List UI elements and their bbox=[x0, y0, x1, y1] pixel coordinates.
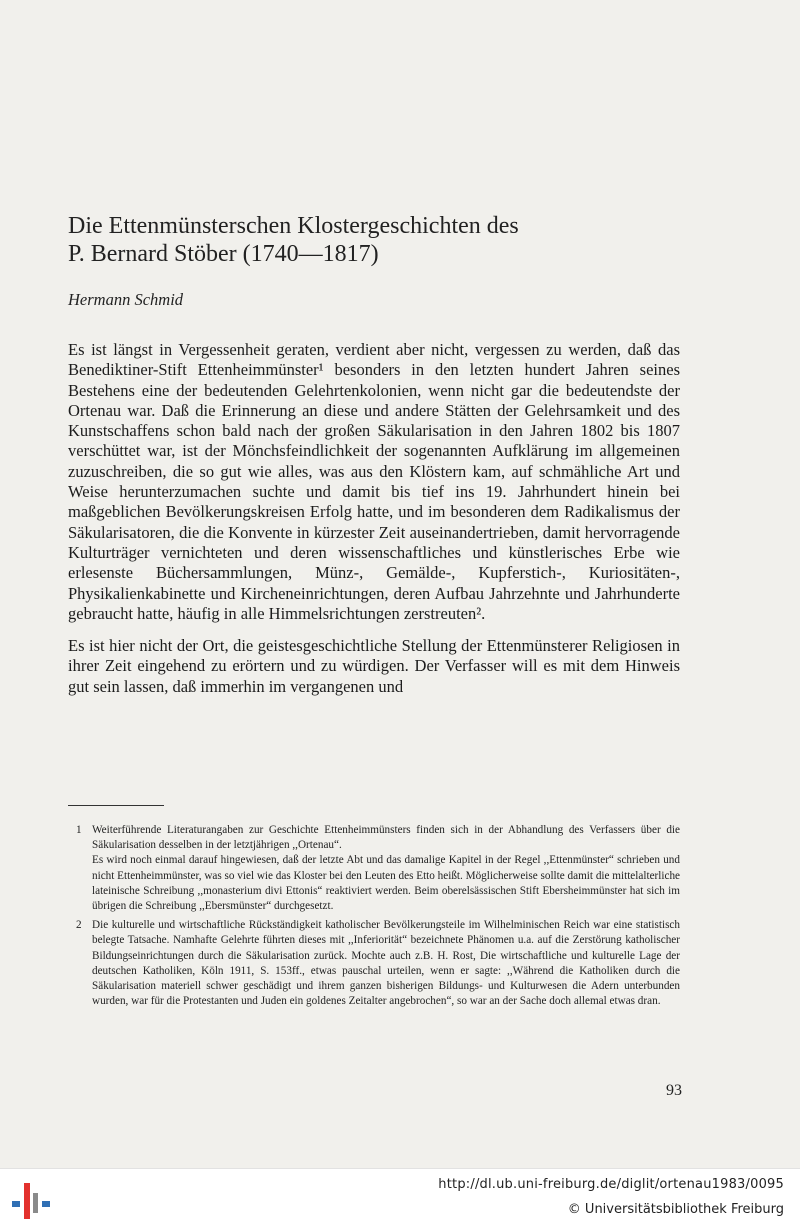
copyright-notice: © Universitätsbibliothek Freiburg bbox=[567, 1202, 784, 1217]
article-title-line-2: P. Bernard Stöber (1740—1817) bbox=[68, 241, 379, 267]
article-title-line-1: Die Ettenmünsterschen Klostergeschichten des bbox=[68, 213, 519, 239]
footnote-1 bbox=[76, 823, 680, 914]
footnote-number: 1 bbox=[76, 824, 82, 836]
body-text bbox=[68, 340, 680, 709]
footnote-2 bbox=[76, 918, 680, 1009]
footnote-paragraph: Weiterführende Literaturangaben zur Geschichte Ettenheimmünsters finden sich in der Abhandlung des Verfassers über die Säkularisation desselben in der letztjährigen ,,Ortenau“. bbox=[92, 824, 680, 852]
footnotes bbox=[76, 823, 680, 1013]
body-paragraph-1: Es ist längst in Vergessenheit geraten, verdient aber nicht, vergessen zu werden, daß das Benediktiner-Stift Ettenheimmünster¹ besonders in den letzten hundert Jahren seines Bestehens eine der bedeutenden Gelehrtenkolonien, wenn nicht gar die bedeutendste der Ortenau war. Daß die Erinnerung an diese und andere Stätten der Gelehrsamkeit und des Kunstschaffens schon bald nach der großen Säkularisation in den Jahren 1802 bis 1807 verschüttet war, ist der Mönchsfeindlichkeit der sogenannten Aufklärung im allgemeinen zuzuschreiben, die so gut wie alles, was aus den Klöstern kam, auf schmähliche Art und Weise herunterzumachen suchte und damit bis tief ins 19. Jahrhundert hinein bei maßgeblichen Bevölkerungskreisen Erfolg hatte, und im besonderen dem Radikalismus der Säkularisatoren, die die Konvente in kürzester Zeit auseinandertrieben, damit hervorragende Kulturträger vernichteten und deren wissenschaftliches und künstlerisches Erbe wie erlesenste Büchersammlungen, Münz-, Gemälde-, Kupferstich-, Kuriositäten-, Physikalienkabinette und Kircheneinrichtungen, deren Aufbau Jahrzehnte und Jahrhunderte gebraucht hatte, häufig in alle Himmelsrichtungen zerstreuten². bbox=[68, 340, 680, 623]
footnote-divider bbox=[68, 805, 164, 806]
article-title bbox=[68, 212, 708, 268]
footnote-body bbox=[92, 823, 680, 914]
footnote-paragraph: Es wird noch einmal darauf hingewiesen, daß der letzte Abt und das damalige Kapitel in der Regel ,,Ettenmünster“ schrieben und nicht Ettenheimmünster, was so viel wie das Kloster bei den Leuten des Etto heißt. Möglicherweise sollte damit die mittelalterliche lateinische Schreibung ,,monasterium divi Ettonis“ reaktiviert werden. Beim oberelsässischen Stift Ebersheimmünster hat sich im übrigen die Schreibung ,,Ebersmünster“ durchgesetzt. bbox=[92, 854, 680, 913]
viewer-footer bbox=[0, 1168, 800, 1227]
author-name: Hermann Schmid bbox=[68, 290, 184, 309]
body-paragraph-2: Es ist hier nicht der Ort, die geistesgeschichtliche Stellung der Ettenmünsterer Religiosen in ihrer Zeit eingehend zu erörtern und zu würdigen. Der Verfasser will es mit dem Hinweis gut sein lassen, daß immerhin im vergangenen und bbox=[68, 636, 680, 696]
footnote-paragraph: Die kulturelle und wirtschaftliche Rückständigkeit katholischer Bevölkerungsteile im Wilhelminischen Reich war eine statistisch belegte Tatsache. Namhafte Gelehrte führten dieses mit ,,Inferiorität“ bezeichnete Phänomen u.a. auf die Zerstörung katholischer Bildungseinrichtungen durch die Säkularisation zurück. Mochte auch z.B. H. Rost, Die wirtschaftliche und kulturelle Lage der deutschen Katholiken, Köln 1911, S. 153ff., etwas pauschal urteilen, wenn er sagte: ,,Während die Katholiken durch die Säkularisation materiell schwer geschädigt und ihrem ganzen bisherigen Bildungs- und Kulturwesen die Adern unterbunden wurden, war für die Protestanten und Juden ein goldenes Zeitalter angebrochen“, so war an der Sache doch allemal etwas dran. bbox=[92, 919, 680, 1008]
footnote-number: 2 bbox=[76, 919, 82, 932]
footnote-body bbox=[92, 918, 680, 1009]
page-number: 93 bbox=[666, 1082, 682, 1099]
document-url[interactable]: http://dl.ub.uni-freiburg.de/diglit/ortenau1983/0095 bbox=[438, 1177, 784, 1192]
library-logo-icon bbox=[10, 1177, 54, 1221]
